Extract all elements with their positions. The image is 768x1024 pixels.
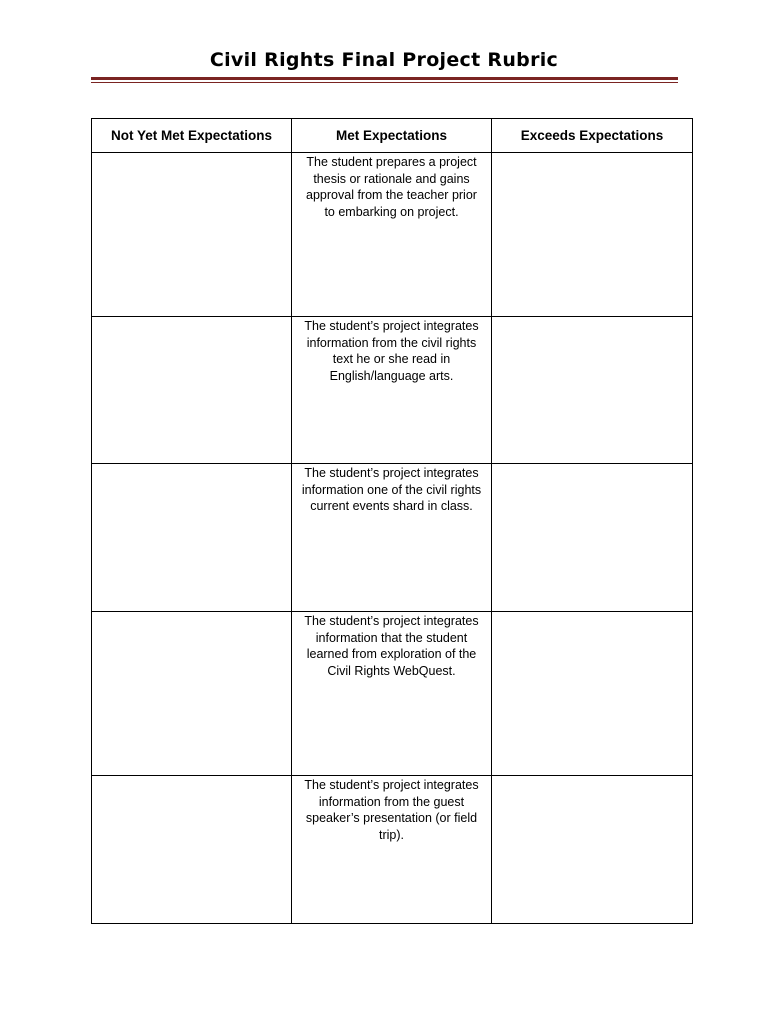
header-row [92, 119, 693, 153]
criterion-text: The student’s project integrates information from the civil rights text he or she read in English/language arts. [304, 319, 479, 383]
table-row [92, 317, 693, 464]
header-exceeds: Exceeds Expectations [492, 119, 693, 153]
table-row [92, 612, 693, 776]
cell-exceeds [492, 464, 693, 612]
cell-exceeds [492, 776, 693, 924]
table-row [92, 464, 693, 612]
rubric-table [91, 118, 693, 924]
cell-exceeds [492, 612, 693, 776]
page-title: Civil Rights Final Project Rubric [209, 49, 559, 71]
cell-met [292, 612, 492, 776]
cell-met [292, 464, 492, 612]
cell-not-yet-met [92, 612, 292, 776]
title-divider [91, 77, 678, 80]
table-row [92, 776, 693, 924]
header-met: Met Expectations [292, 119, 492, 153]
cell-met [292, 153, 492, 317]
header-not-yet-met: Not Yet Met Expectations [92, 119, 292, 153]
criterion-text: The student’s project integrates information from the guest speaker’s presentation (or field trip). [304, 778, 479, 842]
cell-exceeds [492, 317, 693, 464]
table-row [92, 153, 693, 317]
cell-not-yet-met [92, 776, 292, 924]
cell-not-yet-met [92, 153, 292, 317]
criterion-text: The student’s project integrates information one of the civil rights current events shard in class. [301, 466, 482, 513]
cell-not-yet-met [92, 317, 292, 464]
criterion-text: The student’s project integrates information that the student learned from exploration of the Civil Rights WebQuest. [304, 614, 479, 678]
cell-not-yet-met [92, 464, 292, 612]
cell-met [292, 317, 492, 464]
cell-exceeds [492, 153, 693, 317]
cell-met [292, 776, 492, 924]
criterion-text: The student prepares a project thesis or rationale and gains approval from the teacher prior to embarking on project. [306, 155, 477, 219]
